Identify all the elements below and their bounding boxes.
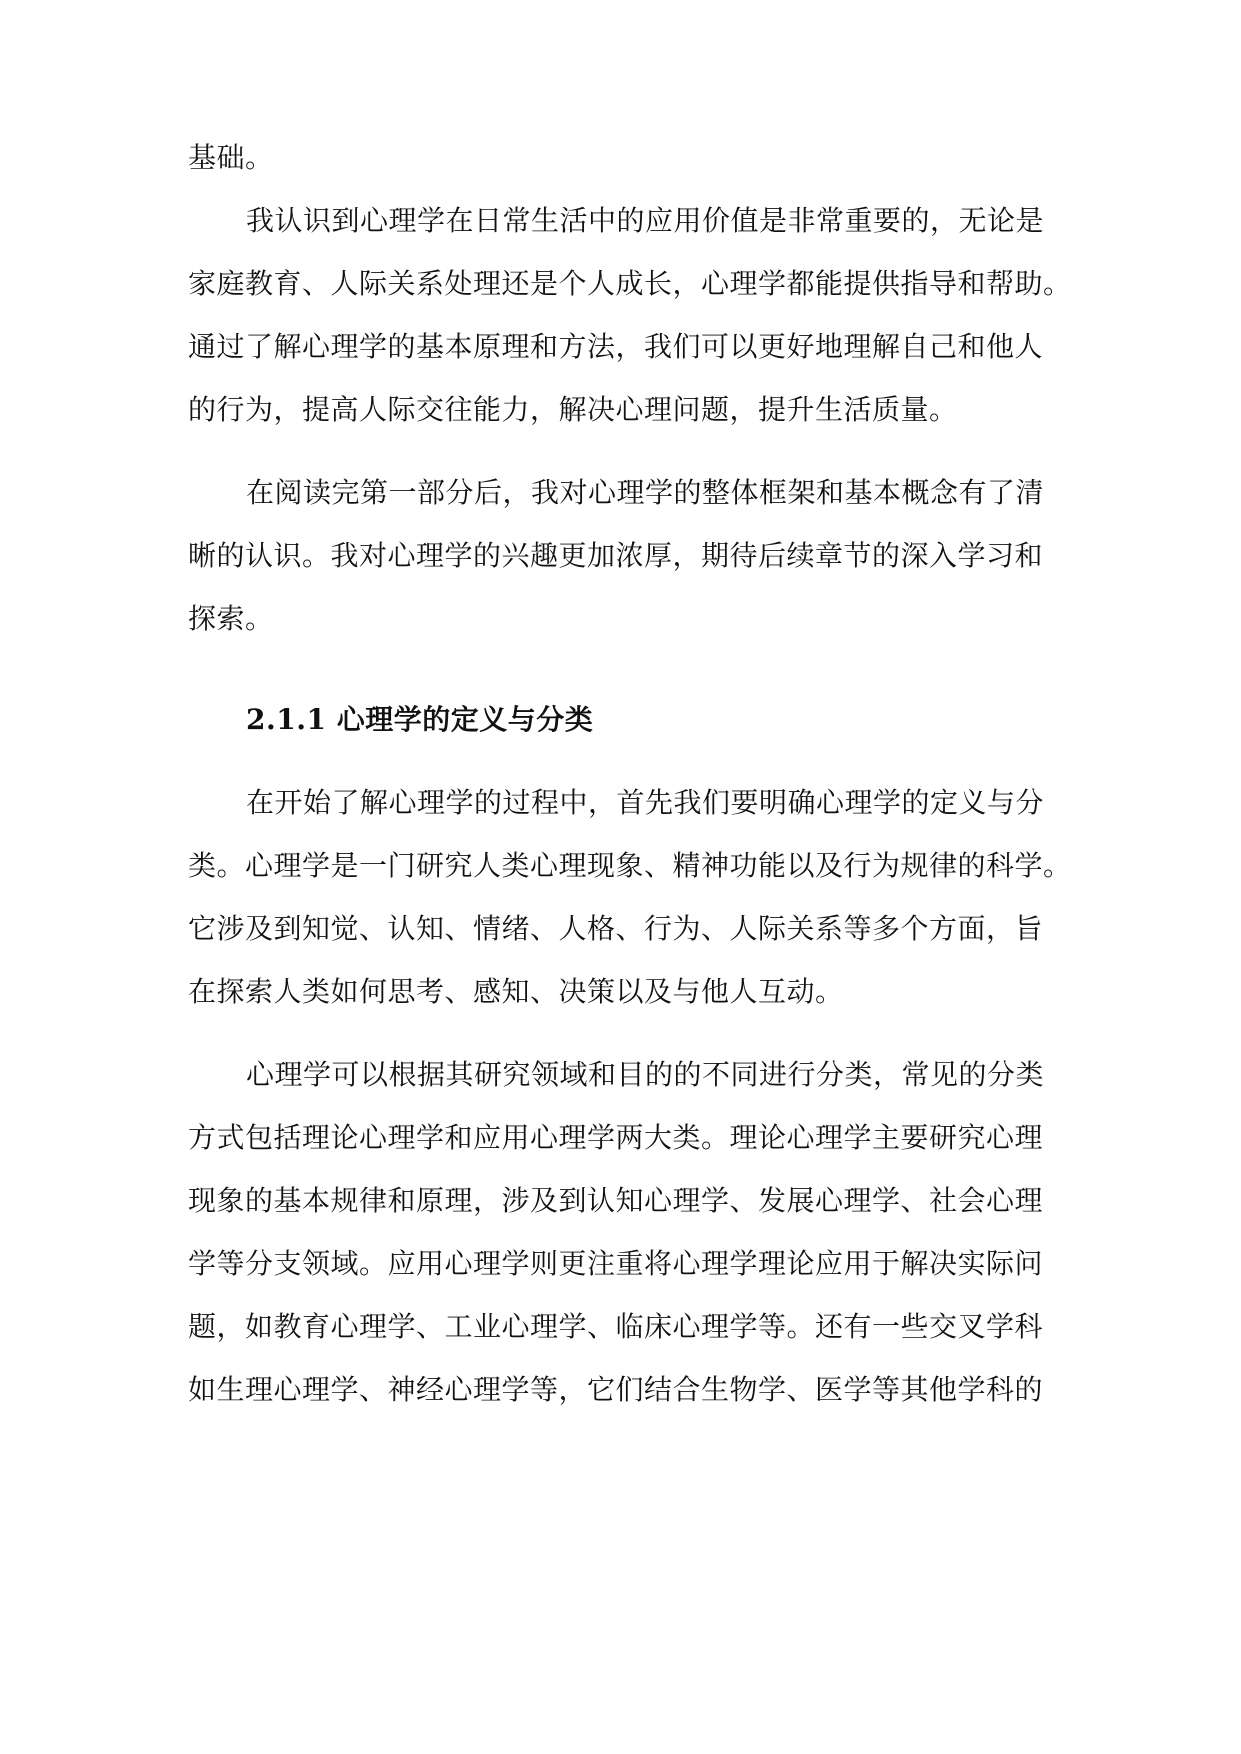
paragraph-first-line: 心理学可以根据其研究领域和目的的不同进行分类，常见的分类 xyxy=(246,1058,1045,1091)
text-line: 它涉及到知觉、认知、情绪、人格、行为、人际关系等多个方面，旨 xyxy=(188,912,1044,945)
paragraph-first-line: 在开始了解心理学的过程中，首先我们要明确心理学的定义与分 xyxy=(246,786,1045,819)
text-line: 晰的认识。我对心理学的兴趣更加浓厚，期待后续章节的深入学习和 xyxy=(188,539,1044,572)
text-line: 在探索人类如何思考、感知、决策以及与他人互动。 xyxy=(188,975,844,1008)
text-line: 题，如教育心理学、工业心理学、临床心理学等。还有一些交叉学科 xyxy=(188,1310,1044,1343)
text-line: 基础。 xyxy=(188,141,274,174)
text-line: 家庭教育、人际关系处理还是个人成长，心理学都能提供指导和帮助。 xyxy=(188,267,1072,300)
text-line: 学等分支领域。应用心理学则更注重将心理学理论应用于解决实际问 xyxy=(188,1247,1044,1280)
text-line: 的行为，提高人际交往能力，解决心理问题，提升生活质量。 xyxy=(188,393,958,426)
text-line: 类。心理学是一门研究人类心理现象、精神功能以及行为规律的科学。 xyxy=(188,849,1072,882)
text-line: 方式包括理论心理学和应用心理学两大类。理论心理学主要研究心理 xyxy=(188,1121,1044,1154)
paragraph-first-line: 我认识到心理学在日常生活中的应用价值是非常重要的，无论是 xyxy=(246,204,1045,237)
paragraph-first-line: 在阅读完第一部分后，我对心理学的整体框架和基本概念有了清 xyxy=(246,476,1045,509)
text-line: 现象的基本规律和原理，涉及到认知心理学、发展心理学、社会心理 xyxy=(188,1184,1044,1217)
section-heading: 2.1.1 心理学的定义与分类 xyxy=(246,703,594,736)
text-line: 通过了解心理学的基本原理和方法，我们可以更好地理解自己和他人 xyxy=(188,330,1044,363)
text-line: 探索。 xyxy=(188,602,274,635)
text-line: 如生理心理学、神经心理学等，它们结合生物学、医学等其他学科的 xyxy=(188,1373,1044,1406)
